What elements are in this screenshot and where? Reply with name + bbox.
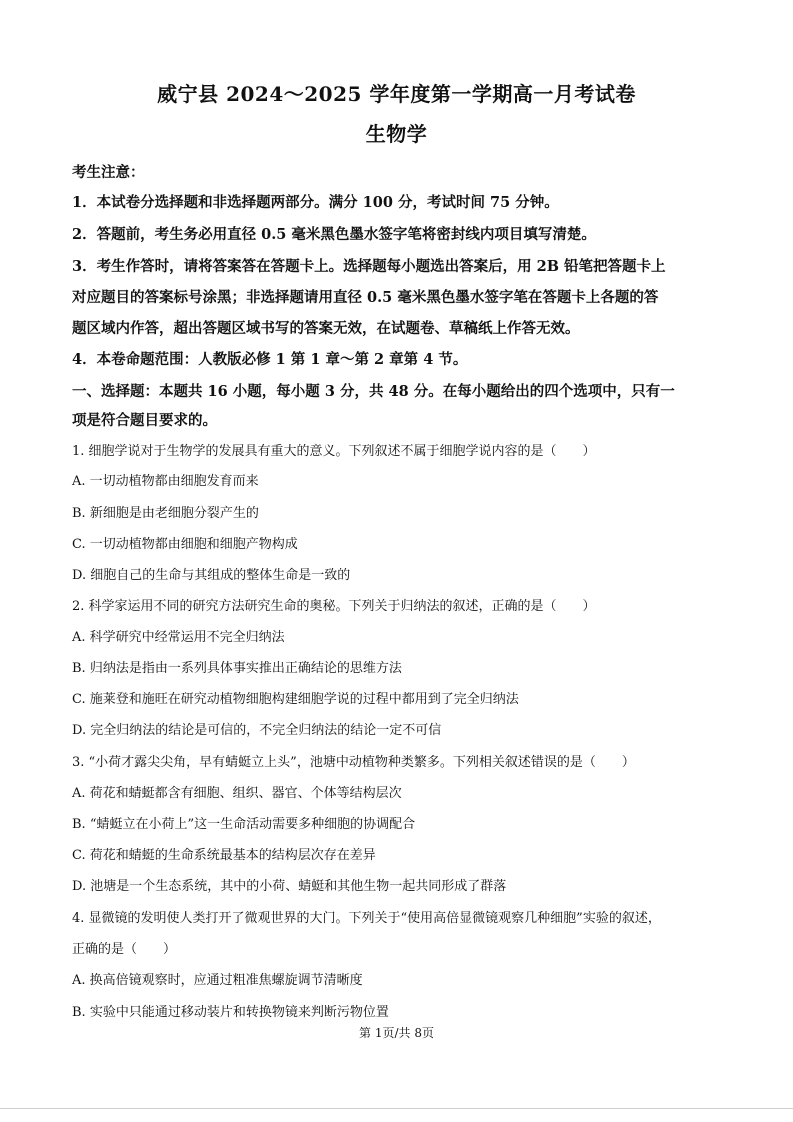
question-1-option-b: B. 新细胞是由老细胞分裂产生的 <box>72 506 259 521</box>
question-4-stem-line-1: 4. 显微镜的发明使人类打开了微观世界的大门。下列关于“使用高倍显微镜观察几种细胞”实验的叙述， <box>72 911 661 926</box>
page-number: 第 1页/共 8页 <box>359 1026 434 1040</box>
note-4: 4．本卷命题范围：人教版必修 1 第 1 章～第 2 章第 4 节。 <box>72 351 468 368</box>
question-3-option-c: C. 荷花和蜻蜓的生命系统最基本的结构层次存在差异 <box>72 848 376 863</box>
section-heading-line-1: 一、选择题：本题共 16 小题，每小题 3 分，共 48 分。在每小题给出的四个选项中，只有一 <box>72 383 675 400</box>
question-2-option-b: B. 归纳法是指由一系列具体事实推出正确结论的思维方法 <box>72 661 402 676</box>
note-1: 1．本试卷分选择题和非选择题两部分。满分 100 分，考试时间 75 分钟。 <box>72 194 559 211</box>
note-3-line-1: 3．考生作答时，请将答案答在答题卡上。选择题每小题选出答案后，用 2B 铅笔把答题卡上 <box>72 258 666 275</box>
question-1-option-a: A. 一切动植物都由细胞发育而来 <box>72 474 259 489</box>
question-1-option-c: C. 一切动植物都由细胞和细胞产物构成 <box>72 537 298 552</box>
note-3-line-3: 题区域内作答，超出答题区域书写的答案无效，在试题卷、草稿纸上作答无效。 <box>72 320 580 337</box>
question-1-option-d: D. 细胞自己的生命与其组成的整体生命是一致的 <box>72 568 351 583</box>
question-4-option-a: A. 换高倍镜观察时，应通过粗准焦螺旋调节清晰度 <box>72 973 363 988</box>
question-2-stem: 2. 科学家运用不同的研究方法研究生命的奥秘。下列关于归纳法的叙述，正确的是（ ） <box>72 599 596 614</box>
question-3-option-b: B. “蜻蜓立在小荷上”这一生命活动需要多种细胞的协调配合 <box>72 817 416 832</box>
question-2-option-a: A. 科学研究中经常运用不完全归纳法 <box>72 630 285 645</box>
section-heading-line-2: 项是符合题目要求的。 <box>72 412 217 429</box>
question-3-stem: 3. “小荷才露尖尖角，早有蜻蜓立上头”，池塘中动植物种类繁多。下列相关叙述错误的是（ ） <box>72 755 635 770</box>
question-4-option-b: B. 实验中只能通过移动装片和转换物镜来判断污物位置 <box>72 1005 389 1020</box>
notes-heading: 考生注意： <box>72 164 145 181</box>
question-1-stem: 1. 细胞学说对于生物学的发展具有重大的意义。下列叙述不属于细胞学说内容的是（ ） <box>72 444 596 459</box>
bottom-divider <box>0 1108 793 1109</box>
question-2-option-d: D. 完全归纳法的结论是可信的，不完全归纳法的结论一定不可信 <box>72 723 442 738</box>
question-3-option-d: D. 池塘是一个生态系统，其中的小荷、蜻蜓和其他生物一起共同形成了群落 <box>72 879 507 894</box>
question-2-option-c: C. 施莱登和施旺在研究动植物细胞构建细胞学说的过程中都用到了完全归纳法 <box>72 692 519 707</box>
note-3-line-2: 对应题目的答案标号涂黑；非选择题请用直径 0.5 毫米黑色墨水签字笔在答题卡上各题的答 <box>72 289 659 306</box>
exam-title: 威宁县 2024～2025 学年度第一学期高一月考试卷 <box>157 82 636 106</box>
subject-title: 生物学 <box>365 122 428 146</box>
question-4-stem-line-2: 正确的是（ ） <box>72 942 177 957</box>
note-2: 2．答题前，考生务必用直径 0.5 毫米黑色墨水签字笔将密封线内项目填写清楚。 <box>72 226 596 243</box>
question-3-option-a: A. 荷花和蜻蜓都含有细胞、组织、器官、个体等结构层次 <box>72 786 402 801</box>
